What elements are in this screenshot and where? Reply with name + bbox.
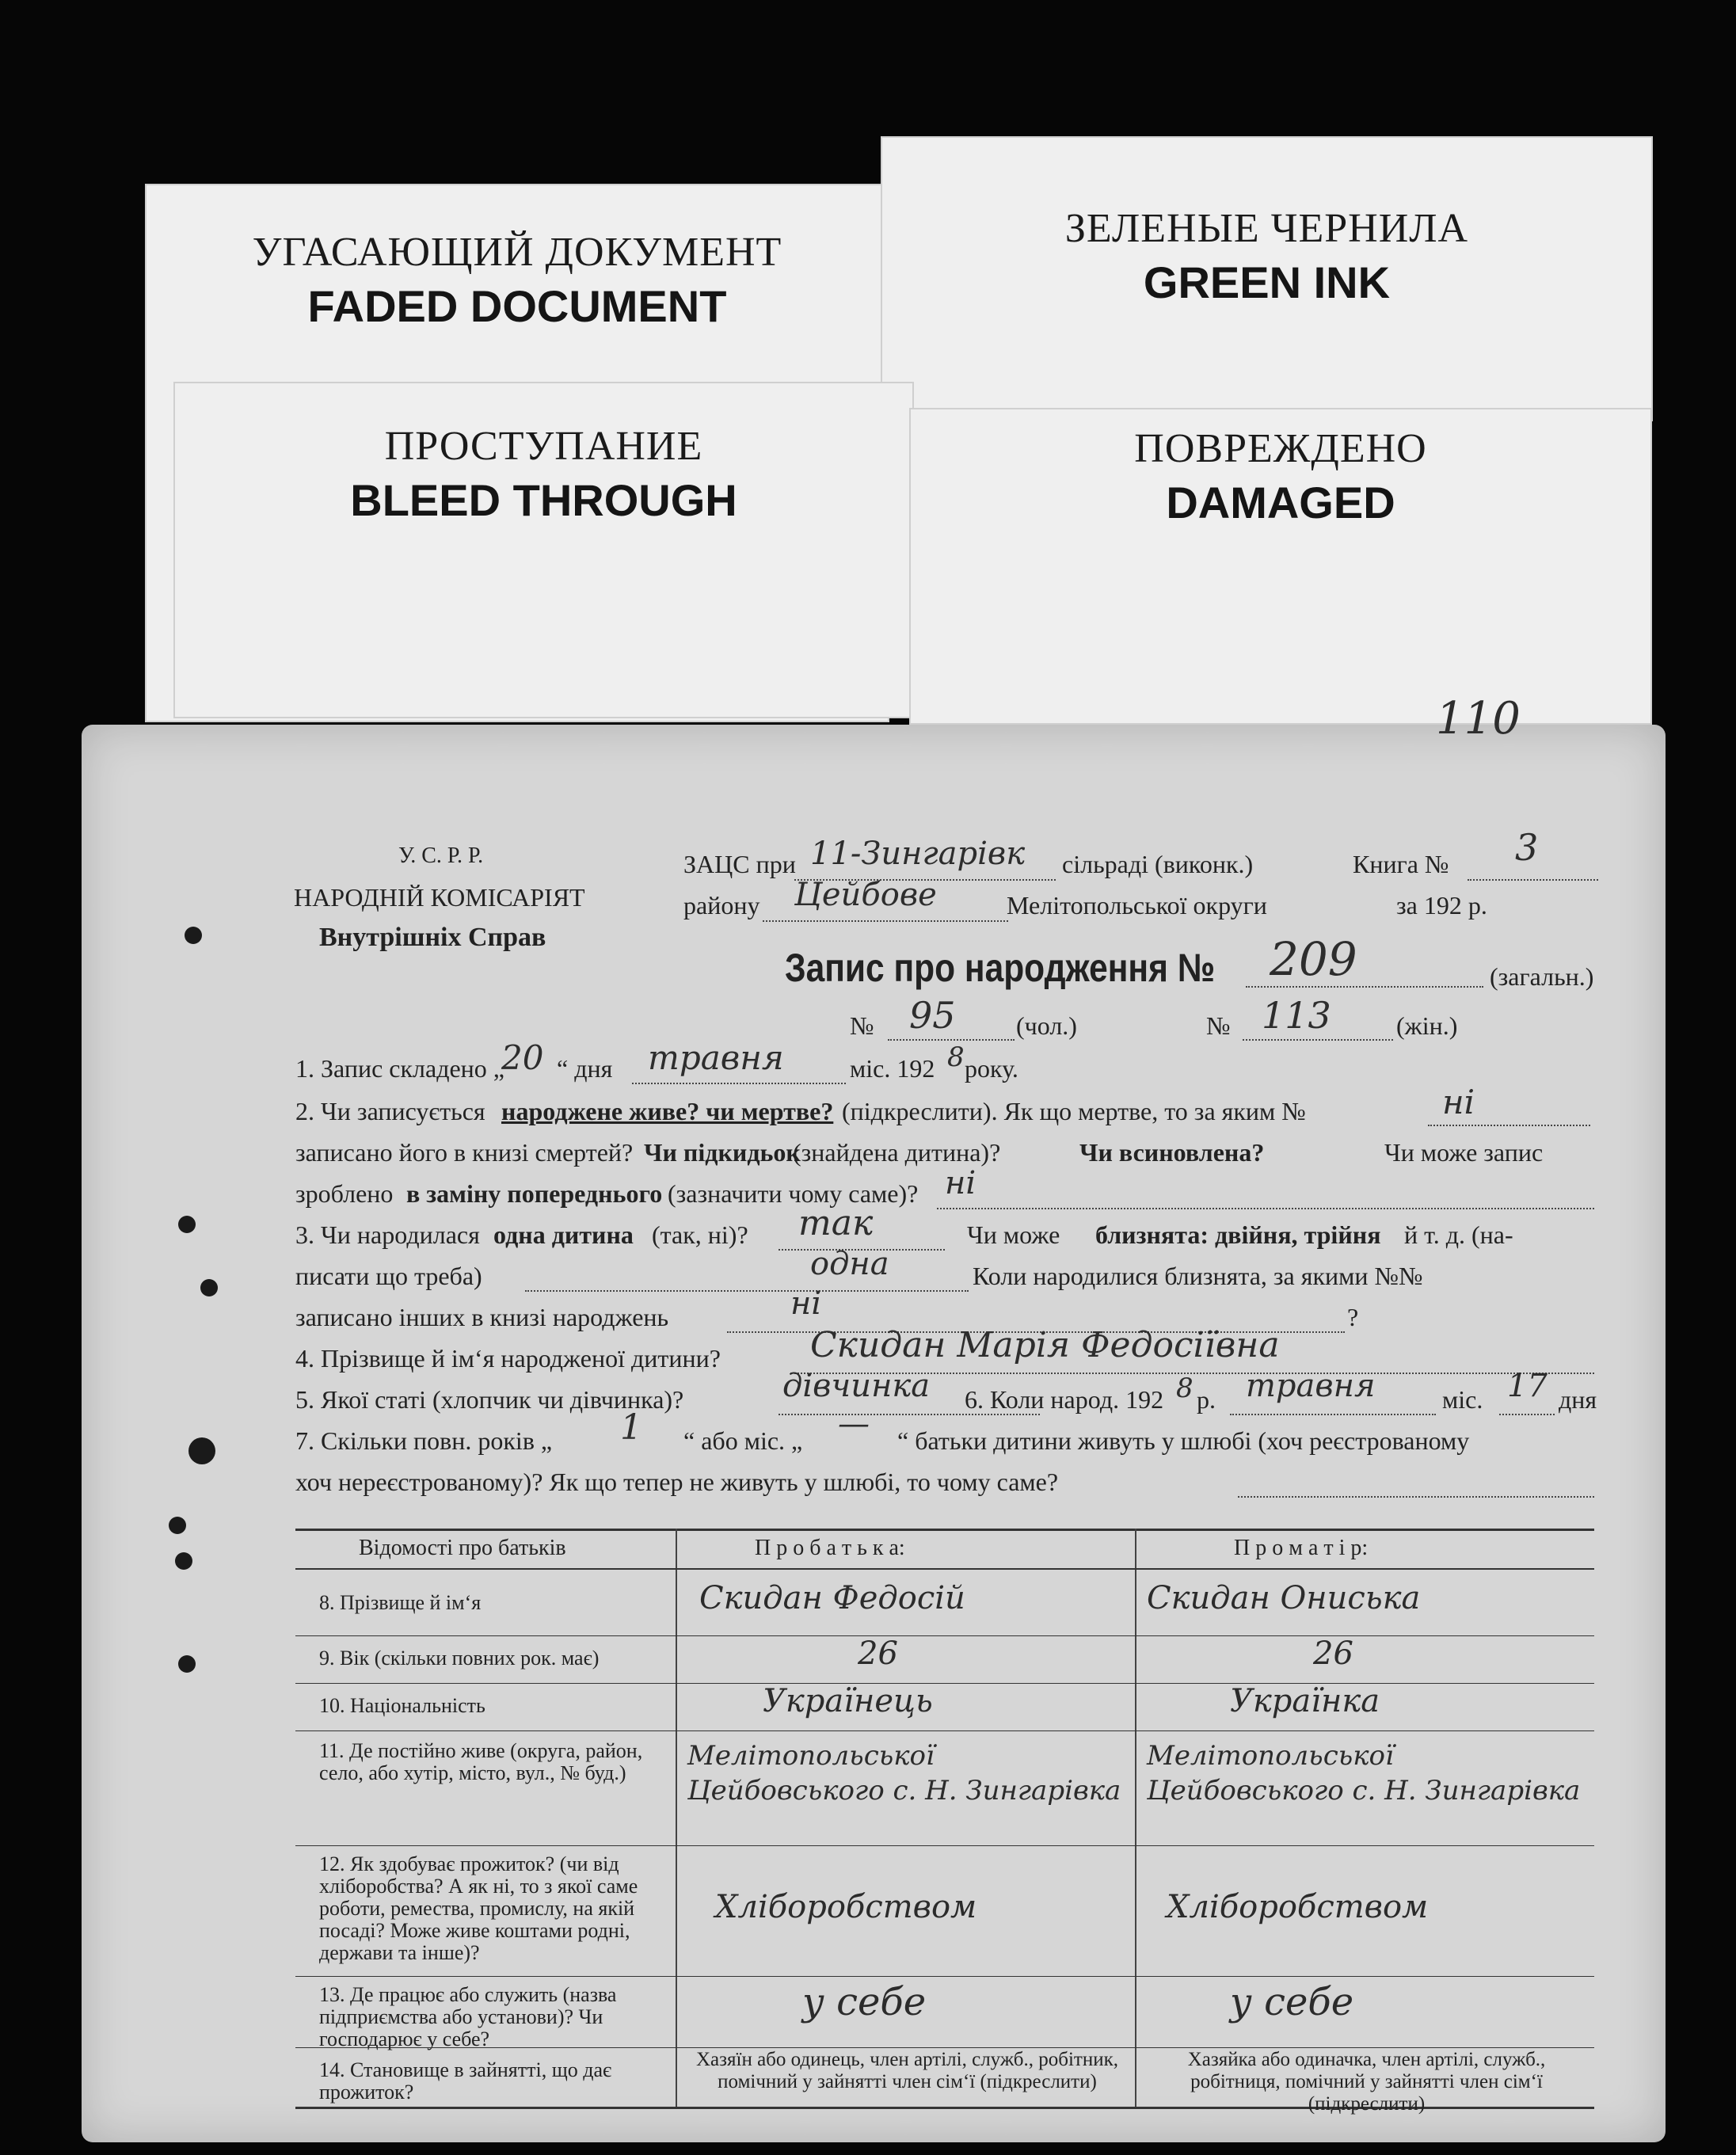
q3-line2-b: Коли народилися близнята, за якими №№ [973,1262,1423,1290]
mother-residence-value: Мелітопольської Цейбовського с. Н. Зингарівка [1147,1740,1581,1807]
field-line [888,1039,1015,1041]
field-line [525,1290,969,1292]
field-line [937,1208,1594,1209]
punch-hole [175,1552,192,1570]
kniga-value: 3 [1515,826,1539,869]
row-label-age: 9. Вік (скільки повних рок. має) [319,1647,600,1670]
q6-day-label: дня [1559,1385,1597,1414]
q1-year-label: року. [965,1054,1018,1083]
female-number-label: № [1206,1011,1231,1040]
q3-twins: близнята: двійня, трійня [1095,1220,1381,1249]
commissariat-label: НАРОДНІЙ КОМІСАРІЯТ [294,883,585,912]
q6-year-label: р. [1197,1385,1216,1414]
q7-months-label: “ або міс. „ [683,1426,803,1455]
table-header-parents: Відомості про батьків [359,1536,566,1560]
zagaln-label: (загальн.) [1490,962,1594,991]
faded-ru-label: УГАСАЮЩИЙ ДОКУМЕНТ [252,230,782,275]
q2-line2-d: Чи всиновлена? [1079,1138,1265,1167]
q1-year-value: 8 [947,1041,965,1073]
rayon-value: Цейбове [794,877,937,913]
q2-value: ні [1442,1083,1475,1121]
father-nationality-value: Українець [763,1683,933,1719]
kniga-label: Книга № [1353,850,1449,878]
year-label: за 192 р. [1396,891,1487,919]
row-label-nationality: 10. Національність [319,1694,485,1717]
q2-alive-dead: народжене живе? чи мертве? [501,1097,834,1125]
q7-years-value: 1 [620,1407,642,1448]
q2-line2-a: записано його в книзі смертей? [295,1138,634,1167]
rayon-label: району [683,891,760,919]
punch-hole [200,1279,218,1296]
mother-age-value: 26 [1313,1635,1353,1672]
q5-value: дівчинка [782,1368,931,1404]
row-label-livelihood: 12. Як здобуває прожиток? (чи від хліборобства? А як ні, то з якої саме роботи, ремества, промислу, на якій посаді? Може живе коштами родні, держави та інше)? [319,1852,638,1964]
internal-affairs-label: Внутрішніх Справ [319,923,546,952]
q5-label: 5. Якої статі (хлопчик чи дівчинка)? [295,1385,684,1414]
father-status-options: Хазяїн або одинець, член артілі, служб., робітник, помічний у зайнятті член сім‘ї (підкреслити) [695,2049,1119,2092]
field-line [1246,986,1483,988]
q6-label: 6. Коли народ. 192 [965,1385,1164,1414]
punch-hole [169,1517,186,1534]
q2-line2-b: Чи підкидьок [644,1138,801,1167]
row-rule [295,1730,1594,1731]
faded-en-label: FADED DOCUMENT [307,281,727,331]
bleed-ru-label: ПРОСТУПАНИЕ [384,424,703,469]
q3-line3-value: ні [790,1285,822,1322]
row-label-residence: 11. Де постійно живе (округа, район, село, або хутір, місто, вул., № буд.) [319,1739,643,1784]
row-rule [295,1635,1594,1636]
field-line [1428,1125,1590,1126]
field-line [1243,1039,1393,1041]
field-line [1499,1414,1555,1415]
okrug-label: Мелітопольської округи [1007,891,1267,919]
q3-label: 3. Чи народилася [295,1220,480,1249]
q1-label: 1. Запис складено „ [295,1054,504,1083]
ussr-label: У. С. Р. Р. [398,843,484,868]
father-name-value: Скидан Федосій [699,1580,965,1616]
general-number-value: 209 [1270,932,1357,986]
damaged-flag [909,408,1652,725]
mother-name-value: Скидан Ониська [1147,1580,1421,1616]
q4-value: Скидан Марія Федосіївна [810,1325,1280,1365]
father-workplace-value: у себе [802,1980,927,2024]
record-title: Запис про народження № [785,946,1216,990]
q2-dead-label: (підкреслити). Як що мертве, то за яким № [842,1097,1306,1125]
row-rule [295,1976,1594,1977]
silradi-label: сільраді (виконк.) [1062,850,1254,878]
field-line [1230,1414,1436,1415]
q6-year-value: 8 [1176,1373,1194,1404]
chol-label: (чол.) [1016,1011,1077,1040]
q7-line2: хоч нереєстрованому)? Як що тепер не живуть у шлюбі, то чому саме? [295,1468,1059,1496]
q3-line3-a: записано інших в книзі народжень [295,1303,669,1331]
q1-month-value: травня [648,1038,784,1077]
table-header-rule [295,1568,1594,1570]
field-line [1468,879,1598,881]
father-livelihood-value: Хліборобством [715,1889,977,1925]
q1-month-label: міс. 192 [850,1054,935,1083]
male-number-value: 95 [909,994,956,1037]
village-council-value: 11-Зингарівк [810,836,1026,872]
green-en-label: GREEN INK [1143,257,1391,307]
q3-one-child: одна дитина [493,1220,634,1249]
green-ru-label: ЗЕЛЕНЫЕ ЧЕРНИЛА [1064,206,1469,251]
father-residence-value: Мелітопольської Цейбовського с. Н. Зингарівка [687,1740,1121,1807]
table-header-mother: П р о м а т і р: [1234,1536,1369,1560]
damaged-ru-label: ПОВРЕЖДЕНО [1134,426,1427,471]
field-line [1238,1496,1594,1498]
table-top-rule [295,1529,1594,1531]
q7-months-value: — [838,1406,870,1442]
q3-etc: й т. д. (на- [1404,1220,1513,1249]
green-ink-flag [881,136,1653,421]
q2-line3-c: (зазначити чому саме)? [668,1179,919,1208]
punch-hole [185,927,202,944]
q1-day-value: 20 [501,1038,544,1077]
q2-line3-a: зроблено [295,1179,394,1208]
q3-line2-value: одна [810,1246,889,1282]
punch-hole [188,1437,215,1464]
field-line [763,920,1008,922]
damaged-en-label: DAMAGED [1166,478,1395,527]
q7-label: 7. Скільки повн. років „ [295,1426,553,1455]
q2-label: 2. Чи записується [295,1097,485,1125]
field-line [632,1083,846,1084]
page-number: 110 [1436,693,1521,744]
table-col-divider [1135,1529,1136,2107]
q6-month-label: міс. [1442,1385,1483,1414]
zacs-label: ЗАЦС при [683,850,796,878]
table-header-father: П р о б а т ь к а: [755,1536,905,1560]
q3-line2-a: писати що треба) [295,1262,482,1290]
mother-workplace-value: у себе [1230,1980,1354,2024]
birth-record-sheet [82,693,1666,2142]
zhin-label: (жін.) [1396,1011,1458,1040]
row-rule [295,1683,1594,1684]
bleed-en-label: BLEED THROUGH [350,475,737,525]
q6-day-value: 17 [1507,1368,1548,1404]
q6-month-value: травня [1246,1368,1376,1404]
q1-day-label: “ дня [557,1054,613,1083]
mother-livelihood-value: Хліборобством [1167,1889,1429,1925]
female-number-value: 113 [1262,994,1331,1037]
male-number-label: № [850,1011,874,1040]
q2-line3-value: ні [945,1165,976,1201]
father-age-value: 26 [858,1635,898,1672]
q7-married-label: “ батьки дитини живуть у шлюбі (хоч реєстрованому [897,1426,1470,1455]
q3-line3-b: ? [1347,1303,1359,1331]
mother-nationality-value: Українка [1230,1683,1380,1719]
punch-hole [178,1216,196,1233]
q4-label: 4. Прізвище й ім‘я народженої дитини? [295,1344,721,1373]
row-rule [295,1845,1594,1846]
row-rule [295,2047,1594,2048]
punch-hole [178,1655,196,1673]
q3-maybe: Чи може [967,1220,1060,1249]
q3-yes-no: (так, ні)? [652,1220,748,1249]
q3-value: так [798,1203,874,1243]
row-label-status: 14. Становище в зайнятті, що дає прожиток? [319,2058,612,2104]
mother-status-options: Хазяйка або одиначка, член артілі, служб., робітниця, помічний у зайнятті член сім‘ї (підкреслити) [1187,2049,1546,2115]
q2-line2-c: (знайдена дитина)? [793,1138,1001,1167]
row-label-name: 8. Прізвище й ім‘я [319,1591,482,1614]
q2-line2-e: Чи може запис [1384,1138,1544,1167]
row-label-workplace: 13. Де працює або служить (назва підприємства або установи)? Чи господарює у себе? [319,1983,617,2050]
table-col-divider [676,1529,677,2107]
bleed-through-flag [173,382,914,718]
q2-line3-b: в заміну попереднього [406,1179,663,1208]
